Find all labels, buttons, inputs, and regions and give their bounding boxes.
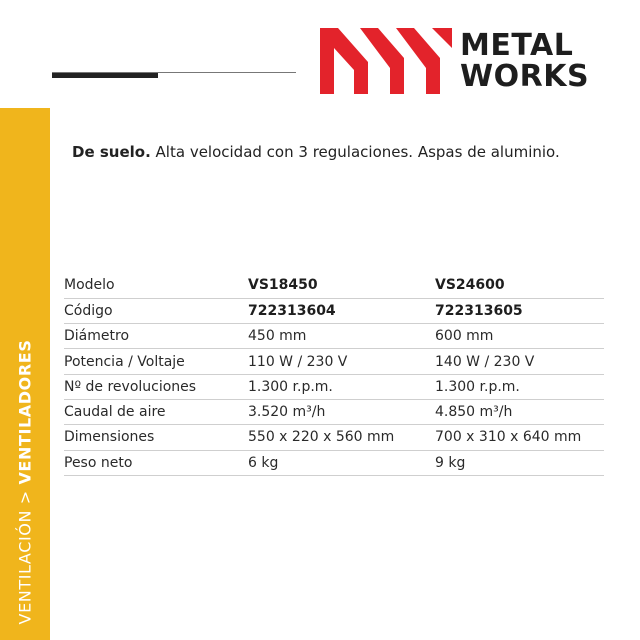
- table-row: [64, 399, 604, 424]
- spec-label: Diámetro: [64, 324, 248, 349]
- spec-value-model-1: VS18450: [248, 273, 435, 298]
- spec-label: Código: [64, 298, 248, 323]
- table-row: [64, 298, 604, 323]
- breadcrumb-separator: >: [15, 484, 35, 510]
- spec-value-model-2: 600 mm: [435, 324, 604, 349]
- spec-value-model-1: 550 x 220 x 560 mm: [248, 425, 435, 450]
- spec-value-model-1: 450 mm: [248, 324, 435, 349]
- brand-wordmark: [460, 30, 589, 92]
- spec-value-model-2: 700 x 310 x 640 mm: [435, 425, 604, 450]
- table-row: [64, 450, 604, 475]
- table-row: [64, 349, 604, 374]
- spec-value-model-2: 4.850 m³/h: [435, 399, 604, 424]
- category-sidebar: [0, 108, 50, 640]
- brand-logo: [320, 28, 620, 94]
- spec-value-model-2: 722313605: [435, 298, 604, 323]
- spec-label: Nº de revoluciones: [64, 374, 248, 399]
- table-row: [64, 324, 604, 349]
- header-rule-accent: [52, 73, 158, 78]
- table-row: [64, 425, 604, 450]
- breadcrumb: [16, 340, 35, 625]
- spec-label: Modelo: [64, 273, 248, 298]
- spec-value-model-1: 6 kg: [248, 450, 435, 475]
- spec-value-model-1: 722313604: [248, 298, 435, 323]
- spec-label: Dimensiones: [64, 425, 248, 450]
- breadcrumb-subcategory: VENTILADORES: [15, 339, 35, 485]
- spec-label: Potencia / Voltaje: [64, 349, 248, 374]
- spec-value-model-2: VS24600: [435, 273, 604, 298]
- spec-label: Peso neto: [64, 450, 248, 475]
- spec-value-model-2: 1.300 r.p.m.: [435, 374, 604, 399]
- description-lead: De suelo.: [72, 143, 151, 161]
- spec-value-model-1: 1.300 r.p.m.: [248, 374, 435, 399]
- table-row: [64, 374, 604, 399]
- spec-table: [64, 273, 604, 476]
- spec-value-model-1: 3.520 m³/h: [248, 399, 435, 424]
- spec-value-model-2: 140 W / 230 V: [435, 349, 604, 374]
- product-description: [72, 143, 560, 161]
- spec-label: Caudal de aire: [64, 399, 248, 424]
- metalworks-logo-icon: [320, 28, 452, 94]
- table-row: [64, 273, 604, 298]
- brand-line-2: WORKS: [460, 59, 590, 94]
- spec-value-model-1: 110 W / 230 V: [248, 349, 435, 374]
- spec-value-model-2: 9 kg: [435, 450, 604, 475]
- brand-line-1: METAL: [460, 28, 574, 63]
- breadcrumb-category: VENTILACIÓN: [15, 509, 35, 625]
- description-text: Alta velocidad con 3 regulaciones. Aspas de aluminio.: [150, 143, 560, 161]
